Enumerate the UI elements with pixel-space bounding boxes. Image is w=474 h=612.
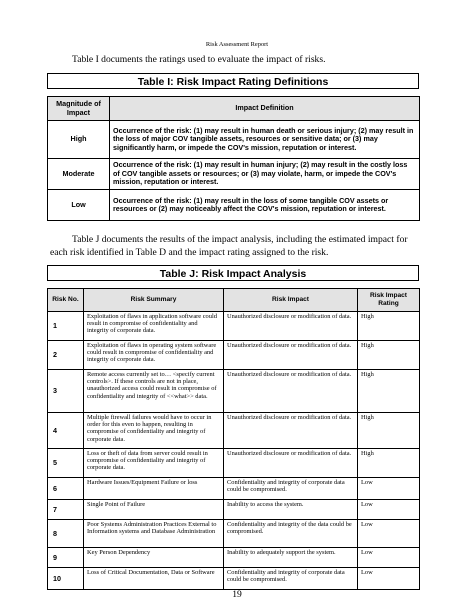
risk-no-cell: 6 xyxy=(48,478,84,500)
impact-rating-cell: Low xyxy=(358,478,420,500)
table-row xyxy=(48,568,420,590)
risk-no-cell: 1 xyxy=(48,312,84,341)
page-number: 19 xyxy=(232,589,242,600)
risk-impact-cell: Confidentiality and integrity of corporate data could be compromised. xyxy=(224,568,358,590)
impact-rating-cell: High xyxy=(358,413,420,449)
definition-cell: Occurrence of the risk: (1) may result in the loss of some tangible COV assets or resources or (2) may noticeably affect the COV's mission, reputation or interest. xyxy=(110,190,420,221)
table-row xyxy=(48,413,420,449)
risk-impact-cell: Confidentiality and integrity of the data could be compromised. xyxy=(224,520,358,548)
risk-summary-cell: Single Point of Failure xyxy=(84,500,224,520)
table-i-title: Table I: Risk Impact Rating Definitions xyxy=(47,73,419,89)
impact-rating-cell: Low xyxy=(358,568,420,590)
risk-impact-cell: Unauthorized disclosure or modification of data. xyxy=(224,341,358,370)
table-row xyxy=(48,159,420,190)
table-header-row xyxy=(48,289,420,312)
impact-rating-cell: High xyxy=(358,312,420,341)
running-header: Risk Assessment Report xyxy=(205,41,269,48)
table-header-row xyxy=(48,97,420,121)
table-j-intro-line-1: Table J documents the results of the impact analysis, including the estimated impact for xyxy=(72,234,408,245)
risk-impact-cell: Unauthorized disclosure or modification of data. xyxy=(224,370,358,413)
risk-no-cell: 3 xyxy=(48,370,84,413)
impact-rating-cell: Low xyxy=(358,500,420,520)
table-row xyxy=(48,500,420,520)
risk-summary-cell: Exploitation of flaws in operating system software could result in compromise of confidentiality and integrity of corporate data. xyxy=(84,341,224,370)
risk-no-cell: 5 xyxy=(48,449,84,478)
table-row xyxy=(48,190,420,221)
impact-rating-cell: High xyxy=(358,370,420,413)
risk-summary-cell: Key Person Dependency xyxy=(84,548,224,568)
table-j-title: Table J: Risk Impact Analysis xyxy=(47,265,419,281)
risk-summary-cell: Remote access currently set to… <specify current controls>. If these controls are not in place, unauthorized access could result in compromise of confidentiality and integrity of <<what>> data. xyxy=(84,370,224,413)
risk-no-cell: 10 xyxy=(48,568,84,590)
impact-rating-cell: Low xyxy=(358,548,420,568)
table-row xyxy=(48,478,420,500)
risk-impact-definitions-table xyxy=(47,96,420,221)
magnitude-cell: High xyxy=(48,121,110,159)
risk-impact-cell: Inability to access the system. xyxy=(224,500,358,520)
magnitude-cell: Low xyxy=(48,190,110,221)
risk-no-cell: 8 xyxy=(48,520,84,548)
impact-rating-cell: High xyxy=(358,449,420,478)
risk-summary-cell: Multiple firewall failures would have to occur in order for this even to happen, resulting in compromise of confidentiality and integrity of corporate data. xyxy=(84,413,224,449)
definition-cell: Occurrence of the risk: (1) may result in human injury; (2) may result in the costly loss of COV tangible assets or resources; or (3) may violate, harm, or impede the COV's mission, reputation or interest. xyxy=(110,159,420,190)
table-j-intro xyxy=(47,233,421,259)
table-row xyxy=(48,370,420,413)
risk-impact-analysis-table xyxy=(47,288,420,590)
column-header-risk-no: Risk No. xyxy=(48,289,84,312)
column-header-magnitude: Magnitude of Impact xyxy=(48,97,110,121)
magnitude-cell: Moderate xyxy=(48,159,110,190)
risk-no-cell: 9 xyxy=(48,548,84,568)
table-j-intro-line-2: each risk identified in Table D and the impact rating assigned to the risk. xyxy=(50,247,329,258)
risk-no-cell: 7 xyxy=(48,500,84,520)
risk-summary-cell: Poor Systems Administration Practices External to Information systems and Database Administration xyxy=(84,520,224,548)
risk-summary-cell: Loss or theft of data from server could result in compromise of confidentiality and integrity of corporate data. xyxy=(84,449,224,478)
risk-no-cell: 4 xyxy=(48,413,84,449)
column-header-risk-summary: Risk Summary xyxy=(84,289,224,312)
risk-no-cell: 2 xyxy=(48,341,84,370)
risk-impact-cell: Inability to adequately support the system. xyxy=(224,548,358,568)
risk-impact-cell: Unauthorized disclosure or modification of data. xyxy=(224,312,358,341)
impact-rating-cell: Low xyxy=(358,520,420,548)
table-row xyxy=(48,520,420,548)
risk-impact-cell: Unauthorized disclosure or modification of data. xyxy=(224,413,358,449)
table-row xyxy=(48,548,420,568)
column-header-impact-rating: Risk Impact Rating xyxy=(358,289,420,312)
table-i-intro: Table I documents the ratings used to evaluate the impact of risks. xyxy=(72,54,326,65)
risk-impact-cell: Unauthorized disclosure or modification of data. xyxy=(224,449,358,478)
definition-cell: Occurrence of the risk: (1) may result in human death or serious injury; (2) may result in the loss of major COV tangible assets, resources or sensitive data; or (3) may significantly harm, or impede the COV's mission, reputation or interest. xyxy=(110,121,420,159)
column-header-definition: Impact Definition xyxy=(110,97,420,121)
impact-rating-cell: High xyxy=(358,341,420,370)
risk-summary-cell: Loss of Critical Documentation, Data or Software xyxy=(84,568,224,590)
table-row xyxy=(48,121,420,159)
column-header-risk-impact: Risk Impact xyxy=(224,289,358,312)
risk-summary-cell: Hardware Issues/Equipment Failure or loss xyxy=(84,478,224,500)
table-row xyxy=(48,449,420,478)
table-row xyxy=(48,341,420,370)
table-row xyxy=(48,312,420,341)
risk-impact-cell: Confidentiality and integrity of corporate data could be compromised. xyxy=(224,478,358,500)
risk-summary-cell: Exploitation of flaws in application software could result in compromise of confidentiality and integrity of corporate data. xyxy=(84,312,224,341)
